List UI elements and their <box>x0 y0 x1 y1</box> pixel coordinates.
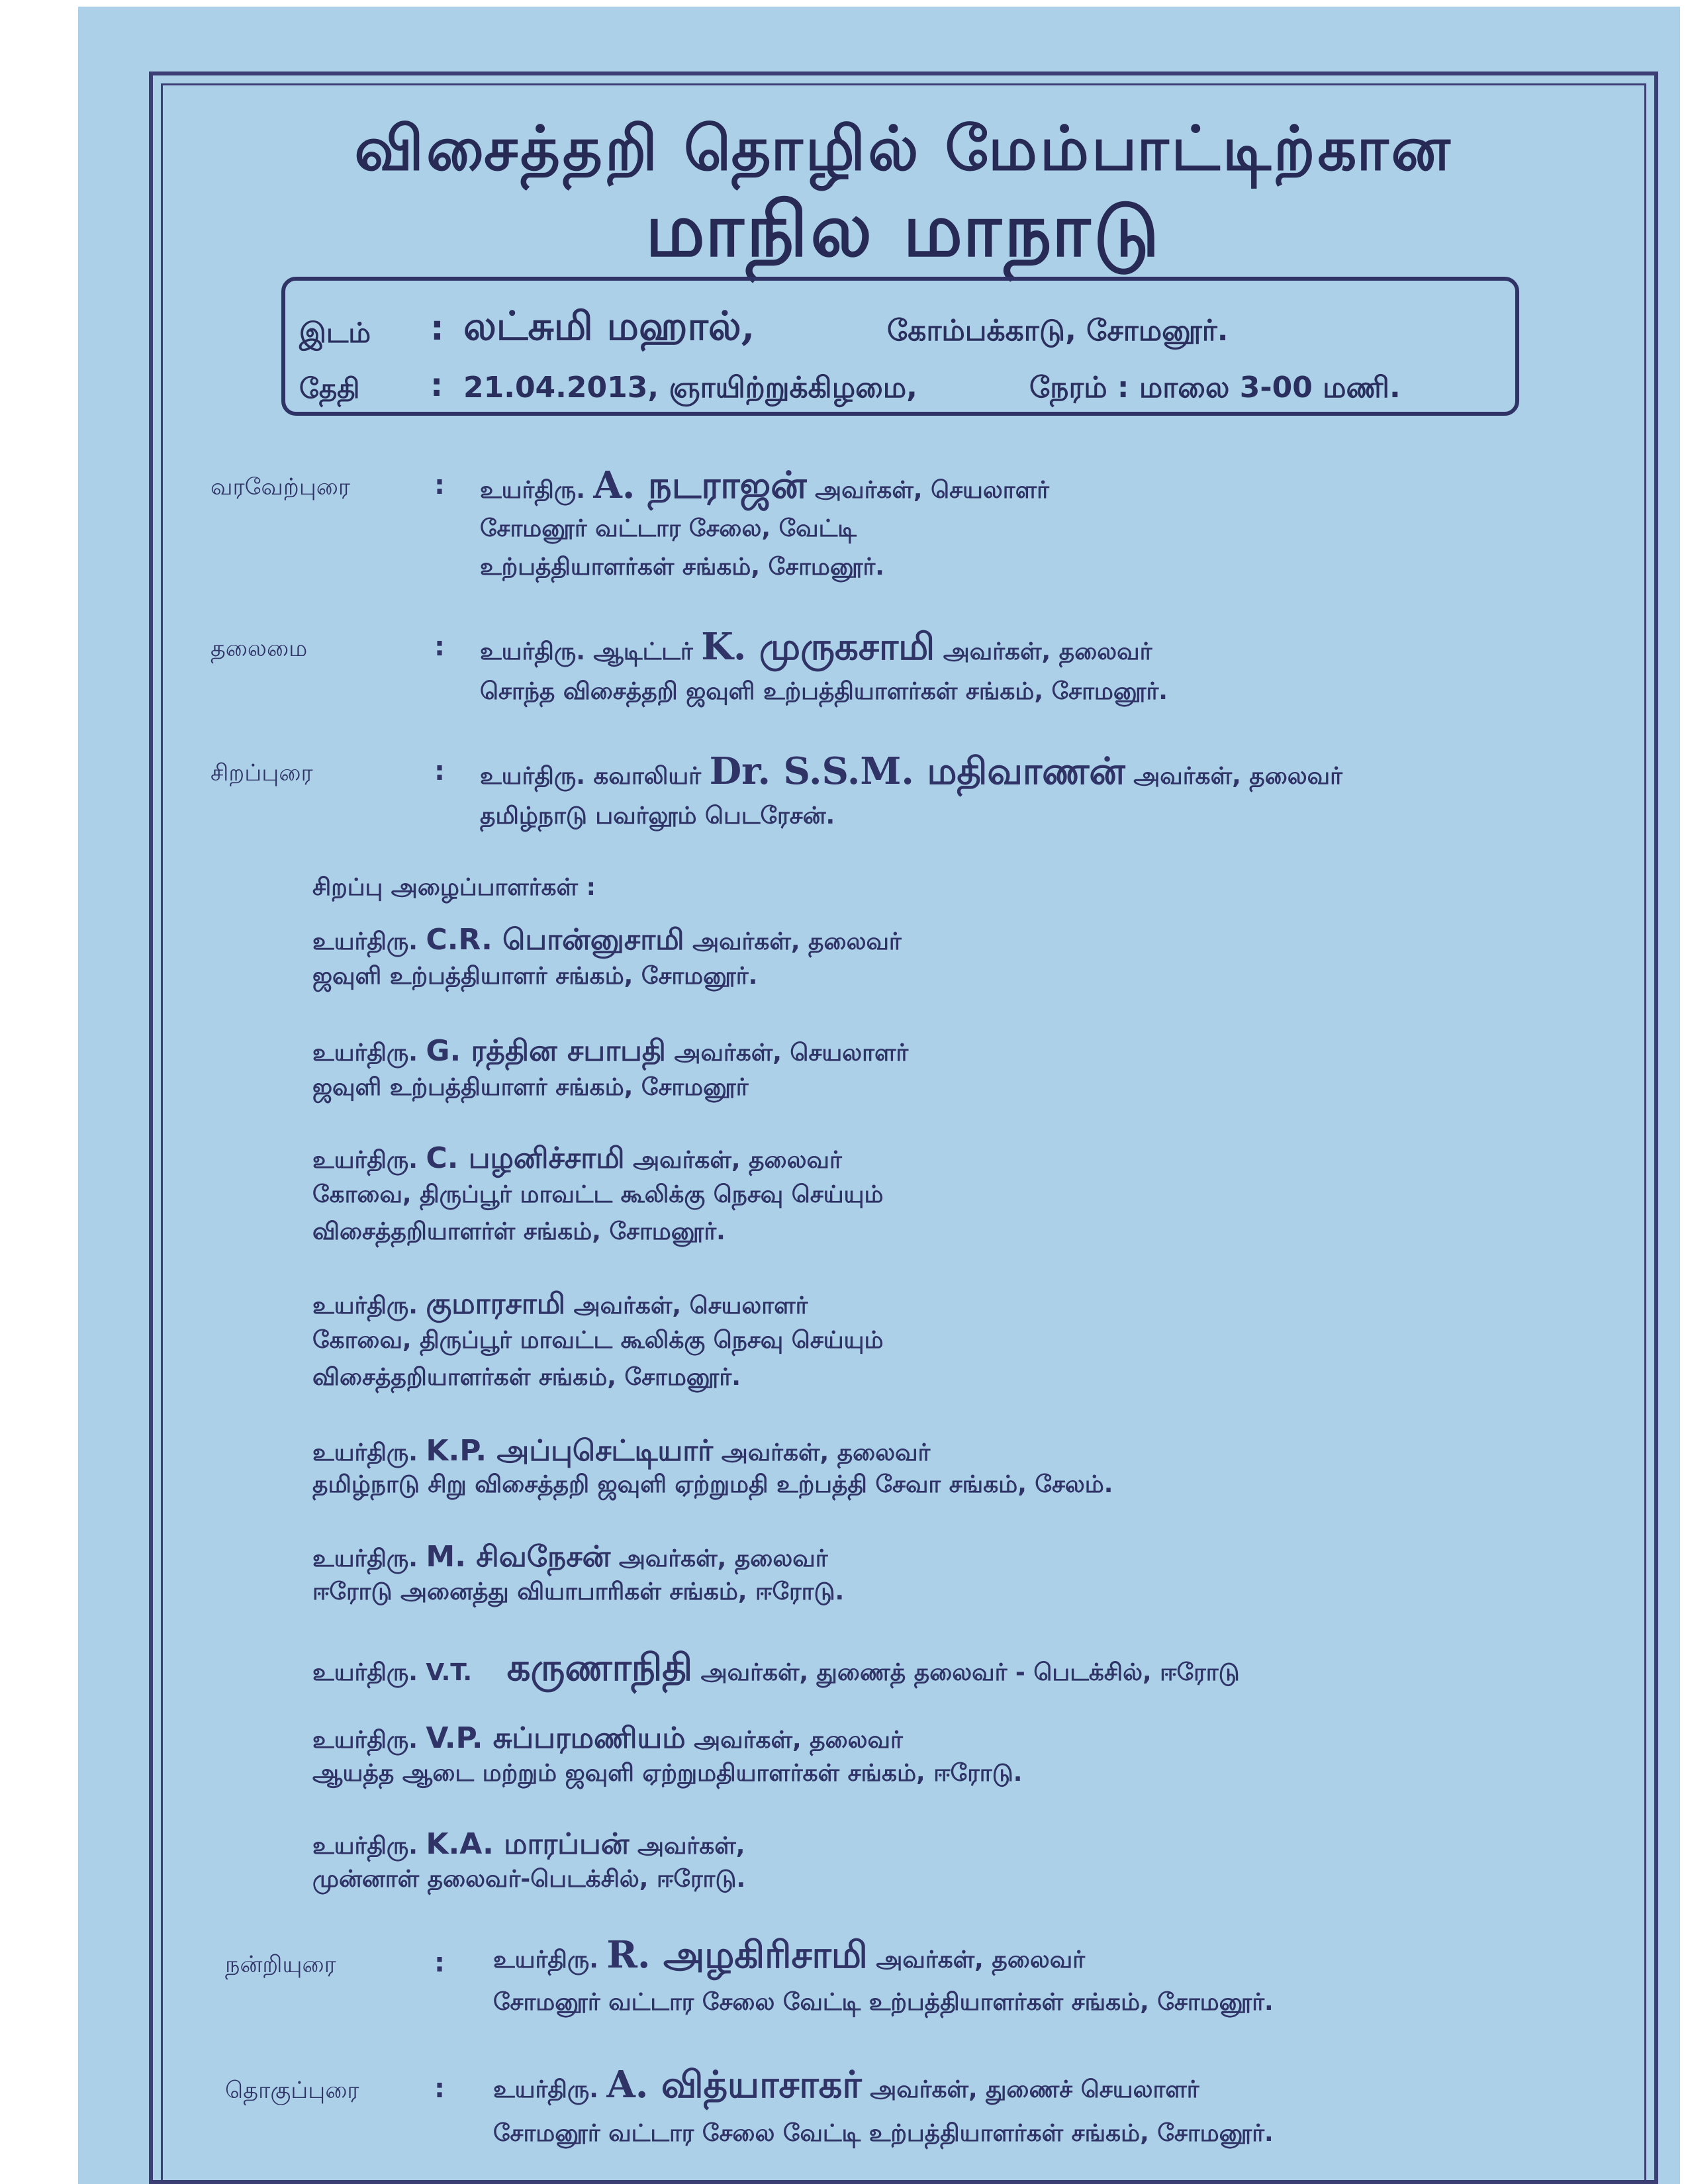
special-prefix: உயர்திரு. கவாலியர் <box>480 763 702 790</box>
special-role: சிறப்புரை <box>211 760 313 786</box>
invitee-org: தமிழ்நாடு சிறு விசைத்தறி ஜவுளி ஏற்றுமதி உற்பத்தி சேவா சங்கம், சேலம். <box>312 1471 1113 1498</box>
welcome-org-line-2: உற்பத்தியாளர்கள் சங்கம், சோமனூர். <box>480 553 884 581</box>
invitee-org: ஆயத்த ஆடை மற்றும் ஜவுளி ஏற்றுமதியாளர்கள் சங்கம், ஈரோடு. <box>312 1760 1023 1787</box>
thanks-title: அவர்கள், தலைவர் <box>876 1946 1086 1973</box>
compere-name: A. வித்யாசாகர் <box>606 2063 862 2107</box>
presidency-role: தலைமை <box>211 636 308 662</box>
invitee-org: விசைத்தறியாளர்கள் சங்கம், சோமனூர். <box>312 1364 741 1391</box>
special-speaker <box>480 749 1342 798</box>
invitee-4 <box>312 1287 808 1325</box>
invitee-prefix: உயர்திரு. <box>312 1832 418 1860</box>
special-title: அவர்கள், தலைவர் <box>1133 763 1342 790</box>
presidency-name: K. முருகசாமி <box>701 625 935 669</box>
venue-time-value: நேரம் : மாலை 3-00 மணி. <box>1029 371 1401 404</box>
invitee-prefix: உயர்திரு. <box>312 1292 418 1319</box>
venue-place-label: இடம் <box>299 316 371 349</box>
compere-prefix: உயர்திரு. <box>493 2076 598 2103</box>
welcome-title: அவர்கள், செயலாளர் <box>815 477 1049 504</box>
welcome-name: A. நடராஜன் <box>593 463 807 507</box>
invitee-prefix: உயர்திரு. V.T. <box>312 1659 473 1686</box>
welcome-org-line-1: சோமனூர் வட்டார சேலை, வேட்டி <box>480 515 857 542</box>
invitee-prefix: உயர்திரு. <box>312 928 418 955</box>
invitee-name: C.R. பொன்னுசாமி <box>426 923 684 957</box>
welcome-colon: : <box>434 470 445 500</box>
invitee-prefix: உயர்திரு. <box>312 1545 418 1572</box>
compere-title: அவர்கள், துணைச் செயலாளர் <box>870 2076 1199 2103</box>
invitee-name: M. சிவநேசன் <box>426 1540 611 1574</box>
invitee-org: ஜவுளி உற்பத்தியாளர் சங்கம், சோமனூர். <box>312 963 758 990</box>
title-line-2: மாநில மாநாடு <box>645 187 1162 273</box>
special-name: Dr. S.S.M. மதிவாணன் <box>709 749 1125 793</box>
invitee-title: அவர்கள், தலைவர் <box>721 1439 931 1466</box>
invitee-title: அவர்கள், தலைவர் <box>694 1727 903 1754</box>
invitee-2 <box>312 1034 908 1072</box>
invitee-org: முன்னாள் தலைவர்-பெடக்சில், ஈரோடு. <box>312 1866 746 1893</box>
invitee-org: விசைத்தறியாளர்ள் சங்கம், சோமனூர். <box>312 1218 726 1245</box>
venue-place-rest: கோம்பக்காடு, சோமனூர். <box>887 314 1229 348</box>
invitee-name: V.P. சுப்பரமணியம் <box>426 1721 686 1755</box>
presidency-prefix: உயர்திரு. ஆடிட்டர் <box>480 638 693 665</box>
thanks-role: நன்றியுரை <box>225 1952 336 1978</box>
invitees-heading: சிறப்பு அழைப்பாளர்கள் : <box>312 874 596 901</box>
invitee-name: G. ரத்தின சபாபதி <box>426 1034 666 1068</box>
welcome-speaker <box>480 463 1049 512</box>
welcome-prefix: உயர்திரு. <box>480 477 585 504</box>
invitee-title: அவர்கள், துணைத் தலைவர் - பெடக்சில், ஈரோடு <box>700 1659 1240 1686</box>
presidency-speaker <box>480 625 1152 673</box>
compere-colon: : <box>434 2073 445 2104</box>
thanks-speaker <box>493 1933 1085 1981</box>
invitee-1 <box>312 923 902 961</box>
invitee-title: அவர்கள், தலைவர் <box>618 1545 828 1572</box>
invitee-prefix: உயர்திரு. <box>312 1039 418 1067</box>
invitee-title: அவர்கள், <box>637 1832 745 1860</box>
venue-place-colon: : <box>430 309 444 348</box>
invitee-title: அவர்கள், செயலாளர் <box>573 1292 808 1319</box>
venue-date-value: 21.04.2013, ஞாயிற்றுக்கிழமை, <box>463 371 917 404</box>
invitee-org: ஜவுளி உற்பத்தியாளர் சங்கம், சோமனூர் <box>312 1074 749 1101</box>
venue-date-colon: : <box>430 367 444 404</box>
invitee-name: கருணாநிதி <box>506 1646 693 1689</box>
invitee-title: அவர்கள், செயலாளர் <box>674 1039 909 1067</box>
compere-speaker <box>493 2063 1199 2111</box>
special-org-line-1: தமிழ்நாடு பவர்லூம் பெடரேசன். <box>480 802 835 830</box>
invitee-5 <box>312 1434 930 1472</box>
title-line-1: விசைத்தறி தொழில் மேம்பாட்டிற்கான <box>354 113 1453 184</box>
thanks-prefix: உயர்திரு. <box>493 1946 598 1973</box>
invitee-7 <box>312 1646 1240 1694</box>
invitee-name: குமாரசாமி <box>426 1287 566 1321</box>
presidency-org-line-1: சொந்த விசைத்தறி ஜவுளி உற்பத்தியாளர்கள் சங்கம், சோமனூர். <box>480 678 1168 705</box>
welcome-role: வரவேற்புரை <box>211 474 350 500</box>
invitee-prefix: உயர்திரு. <box>312 1727 418 1754</box>
invitee-org: கோவை, திருப்பூர் மாவட்ட கூலிக்கு நெசவு செய்யும் <box>312 1181 884 1208</box>
venue-place-name: லட்சுமி மஹால், <box>463 303 755 350</box>
invitee-title: அவர்கள், தலைவர் <box>692 928 902 955</box>
invitee-3 <box>312 1141 842 1179</box>
invitee-9 <box>312 1827 745 1865</box>
thanks-colon: : <box>434 1948 445 1978</box>
thanks-name: R. அழகிரிசாமி <box>606 1933 868 1977</box>
invitee-name: C. பழனிச்சாமி <box>426 1141 625 1175</box>
invitee-name: K.A. மாரப்பன் <box>426 1827 630 1861</box>
compere-role: தொகுப்புரை <box>225 2077 359 2104</box>
invitee-6 <box>312 1540 828 1578</box>
venue-date-label: தேதி <box>299 372 360 404</box>
presidency-colon: : <box>434 632 445 662</box>
thanks-org-line-1: சோமனூர் வட்டார சேலை வேட்டி உற்பத்தியாளர்கள் சங்கம், சோமனூர். <box>493 1989 1274 2016</box>
invitee-prefix: உயர்திரு. <box>312 1439 418 1466</box>
invitee-title: அவர்கள், தலைவர் <box>633 1147 842 1174</box>
compere-org-line-1: சோமனூர் வட்டார சேலை வேட்டி உற்பத்தியாளர்கள் சங்கம், சோமனூர். <box>493 2120 1274 2147</box>
invitee-org: ஈரோடு அனைத்து வியாபாரிகள் சங்கம், ஈரோடு. <box>312 1578 845 1605</box>
presidency-title: அவர்கள், தலைவர் <box>943 638 1152 665</box>
invitee-org: கோவை, திருப்பூர் மாவட்ட கூலிக்கு நெசவு செய்யும் <box>312 1327 884 1354</box>
invitee-8 <box>312 1721 903 1759</box>
invitee-prefix: உயர்திரு. <box>312 1147 418 1174</box>
invitee-name: K.P. அப்புசெட்டியார் <box>426 1434 714 1468</box>
special-colon: : <box>434 756 445 786</box>
